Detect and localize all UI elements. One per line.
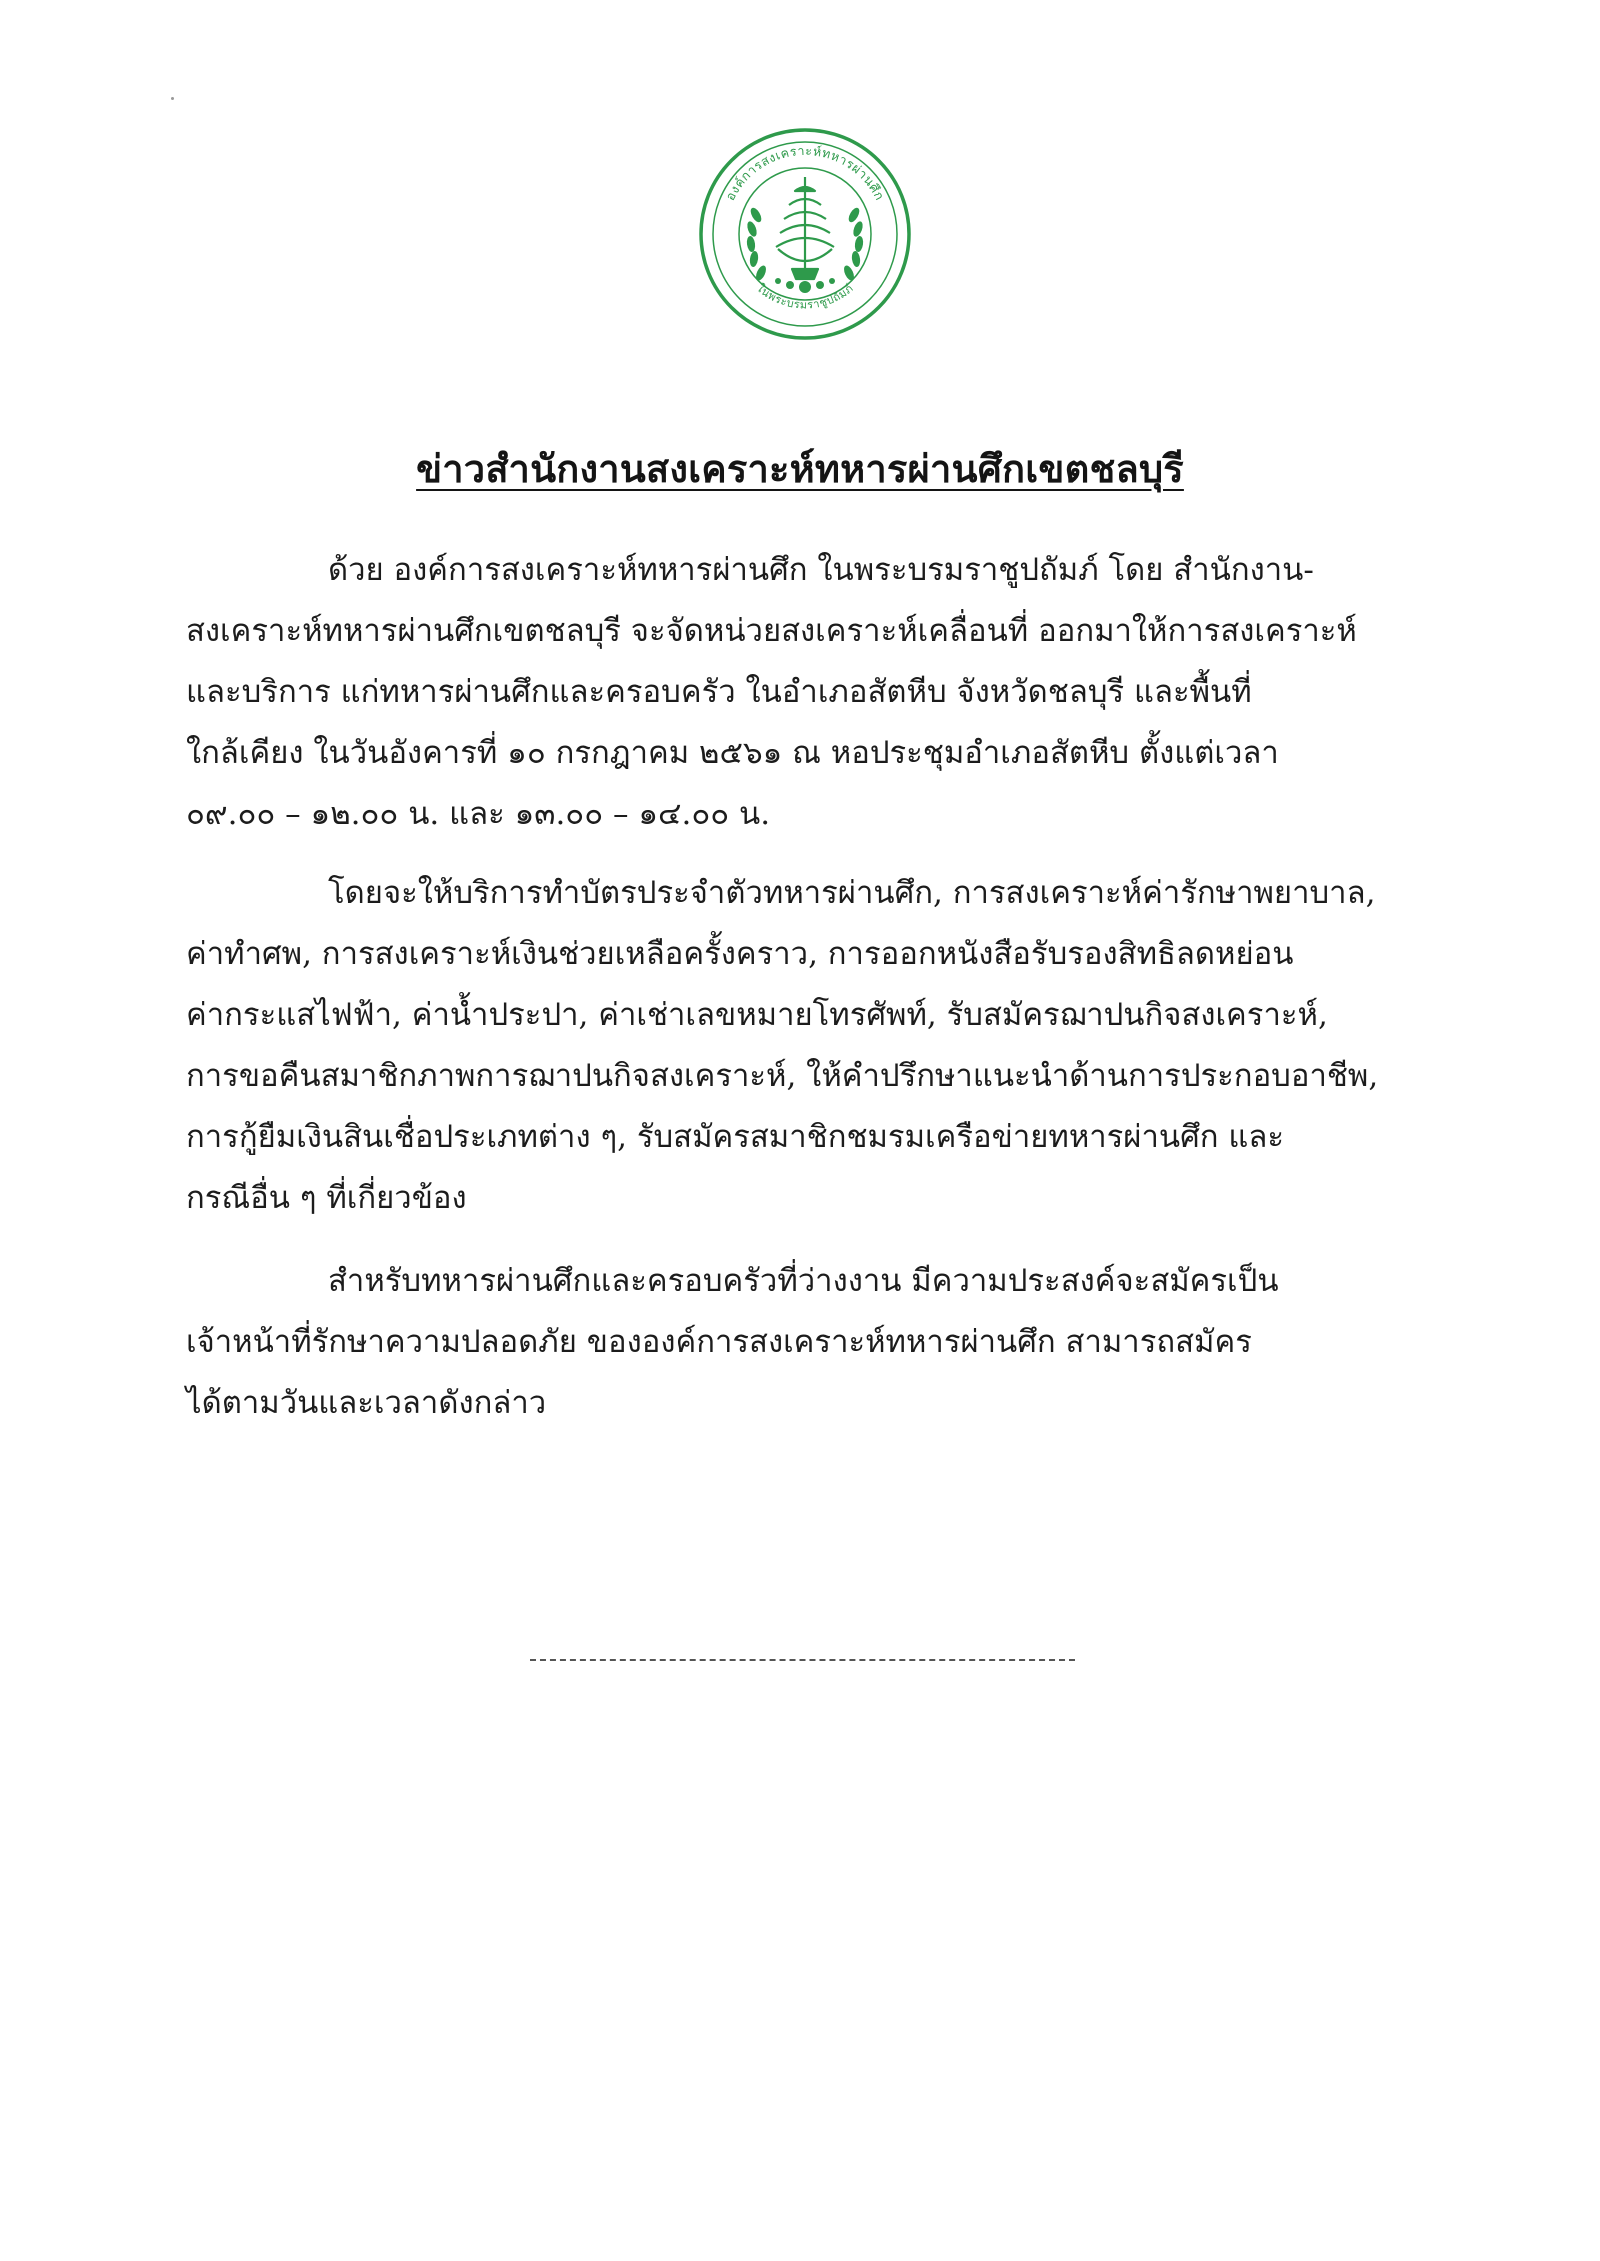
scan-speck	[171, 97, 174, 100]
paragraph-line: การกู้ยืมเงินสินเชื่อประเภทต่าง ๆ, รับสมัครสมาชิกชมรมเครือข่ายทหารผ่านศึก และ	[186, 1119, 1285, 1155]
paragraph-line: ๐๙.๐๐ – ๑๒.๐๐ น. และ ๑๓.๐๐ – ๑๔.๐๐ น.	[186, 796, 771, 832]
paragraph-recruitment	[186, 1251, 1418, 1434]
document-title: ข่าวสำนักงานสงเคราะห์ทหารผ่านศึกเขตชลบุรี	[416, 446, 1184, 491]
paragraph-line: โดยจะให้บริการทำบัตรประจำตัวทหารผ่านศึก, การสงเคราะห์ค่ารักษาพยาบาล,	[328, 875, 1376, 911]
paragraph-line: กรณีอื่น ๆ ที่เกี่ยวข้อง	[186, 1180, 467, 1216]
paragraph-line: ค่ากระแสไฟฟ้า, ค่าน้ำประปา, ค่าเช่าเลขหมายโทรศัพท์, รับสมัครฌาปนกิจสงเคราะห์,	[186, 997, 1328, 1033]
paragraph-line: สำหรับทหารผ่านศึกและครอบครัวที่ว่างงาน มีความประสงค์จะสมัครเป็น	[328, 1263, 1279, 1299]
paragraph-line: เจ้าหน้าที่รักษาความปลอดภัย ขององค์การสงเคราะห์ทหารผ่านศึก สามารถสมัคร	[186, 1324, 1252, 1360]
paragraph-line: ด้วย องค์การสงเคราะห์ทหารผ่านศึก ในพระบรมราชูปถัมภ์ โดย สำนักงาน-	[328, 552, 1314, 588]
paragraph-services	[186, 863, 1418, 1229]
paragraph-announcement	[186, 540, 1418, 845]
paragraph-line: การขอคืนสมาชิกภาพการฌาปนกิจสงเคราะห์, ให้คำปรึกษาแนะนำด้านการประกอบอาชีพ,	[186, 1058, 1379, 1094]
organization-seal	[694, 123, 916, 345]
closing-divider	[530, 1659, 1075, 1661]
seal-bottom-text: ในพระบรมราชูปถัมภ์	[754, 281, 856, 312]
paragraph-line: ได้ตามวันและเวลาดังกล่าว	[186, 1385, 547, 1421]
paragraph-line: ใกล้เคียง ในวันอังคารที่ ๑๐ กรกฎาคม ๒๕๖๑ ณ หอประชุมอำเภอสัตหีบ ตั้งแต่เวลา	[186, 735, 1279, 771]
paragraph-line: สงเคราะห์ทหารผ่านศึกเขตชลบุรี จะจัดหน่วยสงเคราะห์เคลื่อนที่ ออกมาให้การสงเคราะห์	[186, 613, 1357, 649]
seal-emblem-icon	[694, 123, 916, 345]
paragraph-line: ค่าทำศพ, การสงเคราะห์เงินช่วยเหลือครั้งคราว, การออกหนังสือรับรองสิทธิลดหย่อน	[186, 936, 1294, 972]
paragraph-line: และบริการ แก่ทหารผ่านศึกและครอบครัว ในอำเภอสัตหีบ จังหวัดชลบุรี และพื้นที่	[186, 674, 1252, 710]
document-body	[186, 540, 1418, 1448]
seal-top-text: องค์การสงเคราะห์ทหารผ่านศึก	[722, 142, 888, 203]
